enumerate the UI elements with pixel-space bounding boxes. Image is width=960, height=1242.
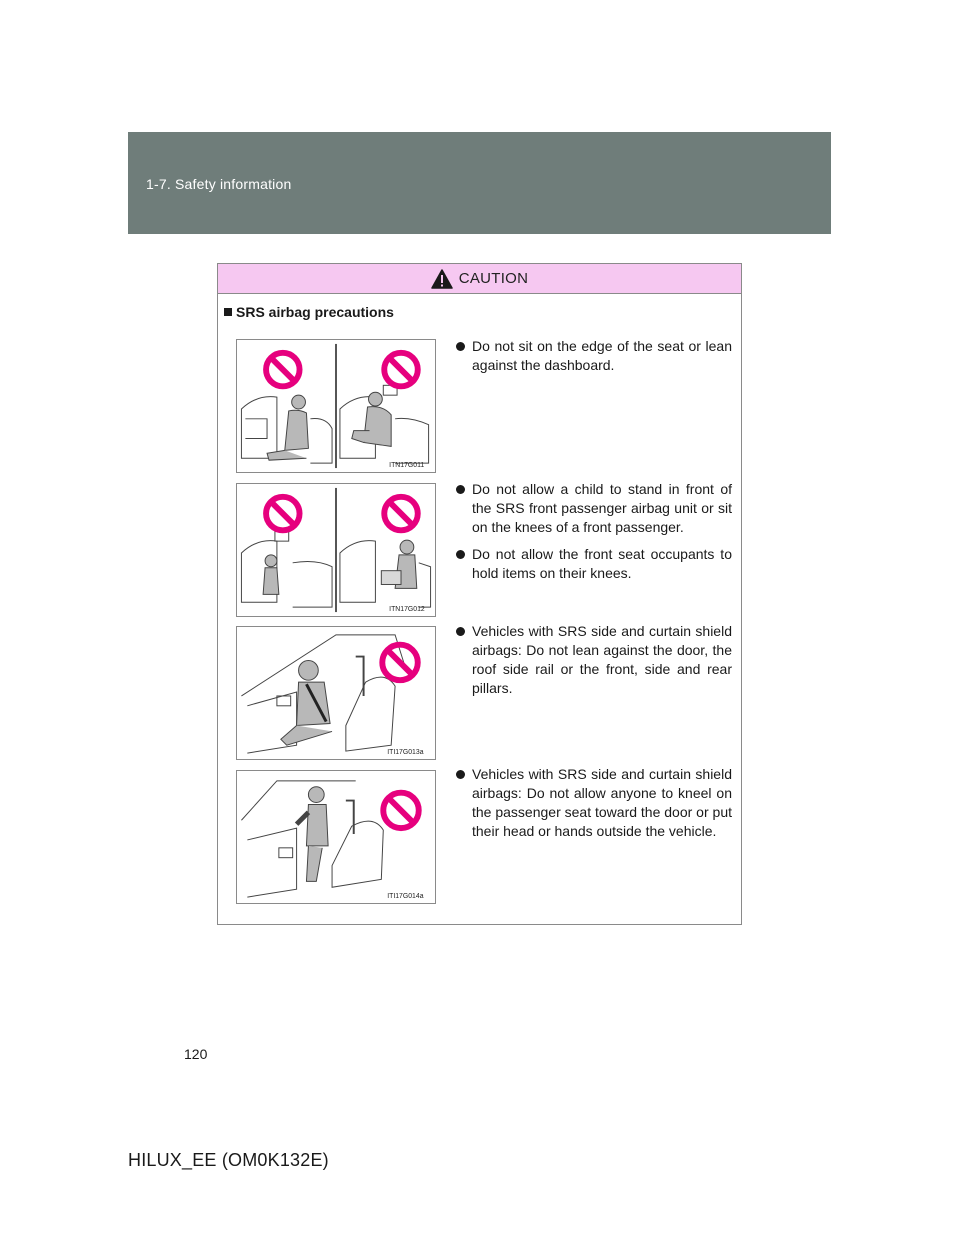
section-title: 1-7. Safety information — [146, 176, 292, 192]
bullet-dot-icon — [456, 342, 465, 351]
warning-triangle-icon — [431, 269, 453, 289]
figure-code-2: ITN17G012 — [389, 606, 425, 614]
bullet-dot-icon — [456, 485, 465, 494]
subheading — [224, 304, 394, 320]
caution-label: CAUTION — [458, 270, 529, 287]
bullet-text: Do not allow the front seat occupants to hold items on their knees. — [472, 546, 732, 581]
square-bullet-icon — [224, 308, 232, 316]
illustration-2-drawing — [237, 484, 435, 616]
bullet-text: Do not sit on the edge of the seat or lean against the dashboard. — [472, 338, 732, 373]
bullet-item — [454, 545, 732, 583]
header-band — [128, 132, 831, 234]
bullet-group-2 — [454, 480, 732, 591]
bullet-group-1 — [454, 337, 732, 383]
bullet-group-3 — [454, 622, 732, 706]
bullet-dot-icon — [456, 627, 465, 636]
figure-code-4: ITI17G014a — [387, 893, 424, 901]
bullet-dot-icon — [456, 770, 465, 779]
illustration-kneeling-seat — [236, 770, 436, 904]
bullet-item — [454, 337, 732, 375]
figure-code-1: ITN17G011 — [389, 462, 425, 470]
footer-code: HILUX_EE (OM0K132E) — [128, 1150, 329, 1170]
illustration-child-standing — [236, 483, 436, 617]
bullet-text: Vehicles with SRS side and curtain shield airbags: Do not lean against the door, the roof side rail or the front, side and rear pillars. — [472, 623, 732, 696]
bullet-text: Vehicles with SRS side and curtain shield airbags: Do not allow anyone to kneel on the passenger seat toward the door or put their head or hands outside the vehicle. — [472, 766, 732, 839]
bullet-item — [454, 765, 732, 841]
illustration-sitting-edge — [236, 339, 436, 473]
illustration-leaning-door — [236, 626, 436, 760]
illustration-1-drawing — [237, 340, 435, 472]
illustration-3-drawing — [237, 627, 435, 759]
page-number: 120 — [184, 1046, 208, 1062]
subheading-text: SRS airbag precautions — [236, 304, 394, 320]
figure-code-3: ITI17G013a — [387, 749, 424, 757]
caution-header — [218, 264, 741, 294]
bullet-text: Do not allow a child to stand in front of the SRS front passenger airbag unit or sit on the knees of a front passenger. — [472, 481, 732, 535]
bullet-item — [454, 480, 732, 537]
bullet-dot-icon — [456, 550, 465, 559]
bullet-group-4 — [454, 765, 732, 849]
illustration-4-drawing — [237, 771, 435, 903]
caution-box — [217, 263, 742, 925]
bullet-item — [454, 622, 732, 698]
